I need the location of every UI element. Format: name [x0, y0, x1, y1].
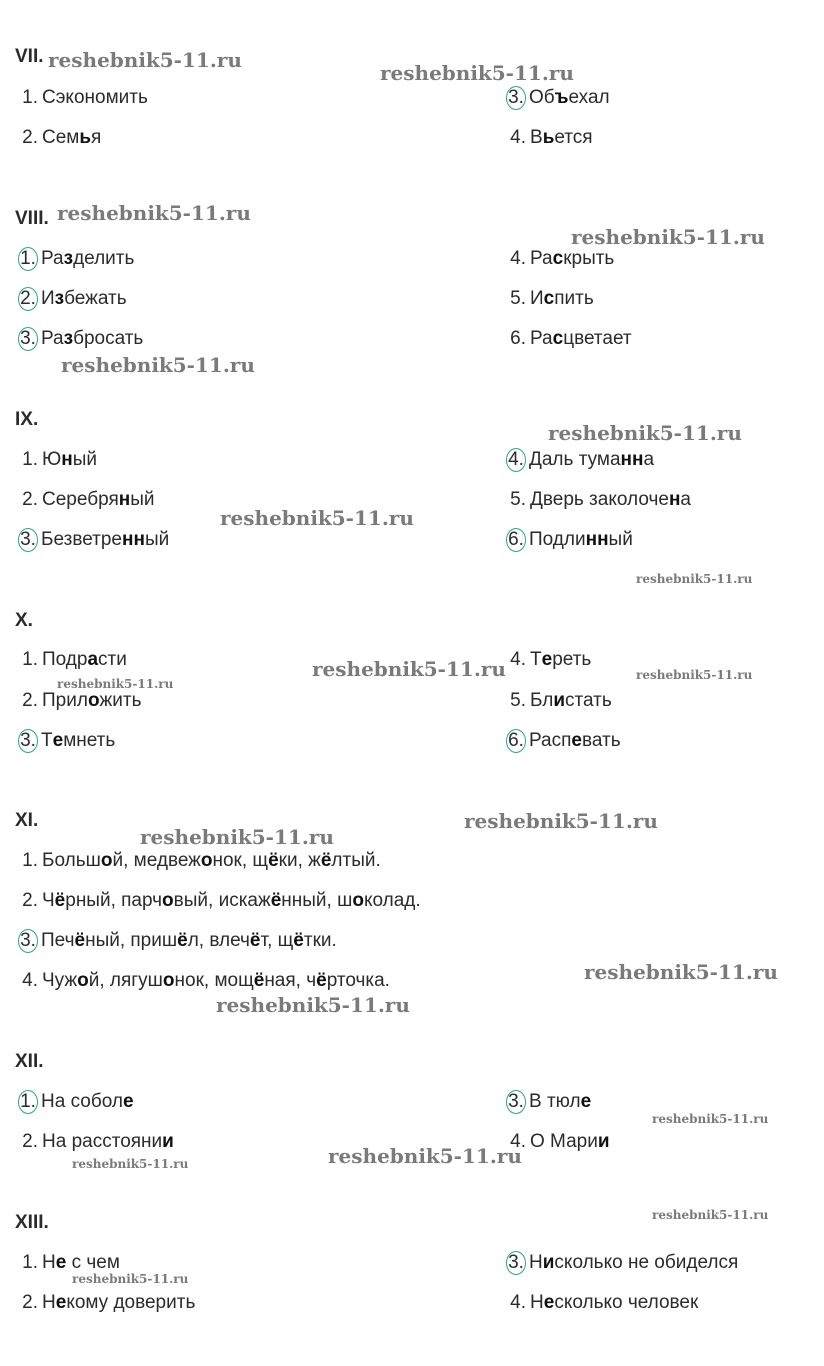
answer-text: Печёный, пришёл, влечёт, щётки. [41, 930, 337, 951]
answer-item [16, 969, 390, 993]
answer-text: Семья [42, 127, 102, 148]
answer-number: 4. [510, 649, 526, 670]
answer-text: Сэкономить [42, 87, 148, 108]
answer-number: 1. [22, 850, 38, 871]
answer-item [504, 287, 594, 311]
answer-text: Подрасти [42, 649, 127, 670]
section-label-vii: VII. [15, 46, 44, 67]
answer-item [504, 689, 612, 713]
answer-item [16, 889, 421, 913]
answer-item [16, 247, 134, 271]
watermark: reshebnik5-11.ru [380, 61, 574, 85]
answer-text: Испить [530, 288, 594, 309]
answer-number: 2. [22, 1292, 38, 1313]
answer-text: Безветренный [41, 529, 170, 550]
section-label-x: X. [15, 610, 33, 631]
answer-item [16, 1130, 174, 1154]
watermark: reshebnik5-11.ru [464, 809, 658, 833]
answer-number: 1. [22, 649, 38, 670]
answer-number: 5. [510, 288, 526, 309]
answer-text: Объехал [529, 87, 610, 108]
watermark: reshebnik5-11.ru [216, 993, 410, 1017]
watermark: reshebnik5-11.ru [220, 506, 414, 530]
watermark: reshebnik5-11.ru [72, 1157, 189, 1171]
watermark: reshebnik5-11.ru [48, 48, 242, 72]
answer-number: 4. [510, 1131, 526, 1152]
answer-item [504, 488, 691, 512]
answer-number-circled: 2. [18, 287, 38, 311]
answer-text: Серебряный [42, 489, 155, 510]
section-label-xiii: XIII. [15, 1212, 49, 1233]
answer-text: Даль туманна [529, 449, 655, 470]
answer-item [504, 448, 654, 472]
answer-text: Блистать [530, 690, 612, 711]
answer-item [16, 528, 169, 552]
watermark: reshebnik5-11.ru [140, 825, 334, 849]
answer-number: 2. [22, 690, 38, 711]
answer-text: Нисколько не обиделся [529, 1252, 739, 1273]
watermark: reshebnik5-11.ru [72, 1272, 189, 1286]
answer-text: Большой, медвежонок, щёки, жёлтый. [42, 850, 381, 871]
answer-item [16, 929, 337, 953]
answer-number-circled: 3. [18, 528, 38, 552]
answer-item [504, 528, 633, 552]
answer-text: Раскрыть [530, 248, 615, 269]
answer-text: На расстоянии [42, 1131, 174, 1152]
watermark: reshebnik5-11.ru [584, 960, 778, 984]
answer-number-circled: 3. [18, 929, 38, 953]
answer-text: Несколько человек [530, 1292, 699, 1313]
watermark: reshebnik5-11.ru [571, 225, 765, 249]
answer-text: В тюле [529, 1091, 592, 1112]
answer-number: 2. [22, 1131, 38, 1152]
answer-text: Чужой, лягушонок, мощёная, чёрточка. [42, 970, 390, 991]
answer-text: О Марии [530, 1131, 610, 1152]
answer-item [16, 448, 97, 472]
answer-number-circled: 1. [18, 247, 38, 271]
answer-number-circled: 3. [506, 1251, 526, 1275]
answer-number: 1. [22, 87, 38, 108]
answer-item [16, 287, 127, 311]
answer-text: Подлинный [529, 529, 633, 550]
answer-number: 2. [22, 489, 38, 510]
answer-item [504, 1251, 738, 1275]
watermark: reshebnik5-11.ru [652, 1208, 769, 1222]
watermark: reshebnik5-11.ru [548, 421, 742, 445]
watermark: reshebnik5-11.ru [636, 668, 753, 682]
answer-text: Темнеть [41, 730, 116, 751]
answer-number-circled: 3. [506, 1090, 526, 1114]
answer-item [16, 488, 155, 512]
answer-item [504, 86, 610, 110]
answer-text: Не с чем [42, 1252, 120, 1273]
answer-text: Разделить [41, 248, 135, 269]
watermark: reshebnik5-11.ru [57, 201, 251, 225]
answer-text: Юный [42, 449, 97, 470]
answer-text: Распевать [529, 730, 621, 751]
answer-item [16, 729, 115, 753]
watermark: reshebnik5-11.ru [652, 1112, 769, 1126]
watermark: reshebnik5-11.ru [57, 677, 174, 691]
answer-number: 1. [22, 449, 38, 470]
answer-number: 4. [510, 248, 526, 269]
answer-text: Избежать [41, 288, 127, 309]
answer-text: Тереть [530, 649, 592, 670]
answer-text: Разбросать [41, 328, 144, 349]
section-label-viii: VIII. [15, 208, 49, 229]
answer-number: 4. [510, 127, 526, 148]
answer-item [504, 1291, 698, 1315]
answer-item [16, 648, 127, 672]
answer-item [504, 729, 621, 753]
watermark: reshebnik5-11.ru [328, 1144, 522, 1168]
answer-number-circled: 6. [506, 729, 526, 753]
answer-item [504, 126, 593, 150]
answer-text: Приложить [42, 690, 142, 711]
answer-text: Расцветает [530, 328, 632, 349]
answer-text: На соболе [41, 1091, 134, 1112]
answer-text: Чёрный, парчовый, искажённый, шоколад. [42, 890, 421, 911]
answer-item [504, 247, 614, 271]
answer-item [16, 1090, 134, 1114]
answer-item [504, 1090, 591, 1114]
answer-item [16, 849, 381, 873]
answer-number: 1. [22, 1252, 38, 1273]
answer-number: 4. [510, 1292, 526, 1313]
answer-item [16, 327, 143, 351]
section-label-xi: XI. [15, 810, 39, 831]
answer-number-circled: 3. [18, 327, 38, 351]
section-label-xii: XII. [15, 1051, 44, 1072]
answer-number: 5. [510, 690, 526, 711]
watermark: reshebnik5-11.ru [636, 572, 753, 586]
answer-text: Дверь заколочена [530, 489, 691, 510]
answer-number-circled: 3. [506, 86, 526, 110]
answer-item [504, 327, 632, 351]
answer-item [16, 1291, 195, 1315]
answer-item [16, 126, 101, 150]
answer-item [504, 648, 591, 672]
answer-text: Вьется [530, 127, 593, 148]
answer-number-circled: 4. [506, 448, 526, 472]
section-label-ix: IX. [15, 409, 39, 430]
answer-number: 2. [22, 890, 38, 911]
answer-number: 5. [510, 489, 526, 510]
answer-number-circled: 3. [18, 729, 38, 753]
answer-number: 6. [510, 328, 526, 349]
answer-number-circled: 6. [506, 528, 526, 552]
answer-text: Некому доверить [42, 1292, 196, 1313]
answer-number-circled: 1. [18, 1090, 38, 1114]
watermark: reshebnik5-11.ru [61, 353, 255, 377]
watermark: reshebnik5-11.ru [312, 657, 506, 681]
answer-item [16, 689, 141, 713]
answer-number: 2. [22, 127, 38, 148]
answer-item [16, 86, 148, 110]
answer-number: 4. [22, 970, 38, 991]
